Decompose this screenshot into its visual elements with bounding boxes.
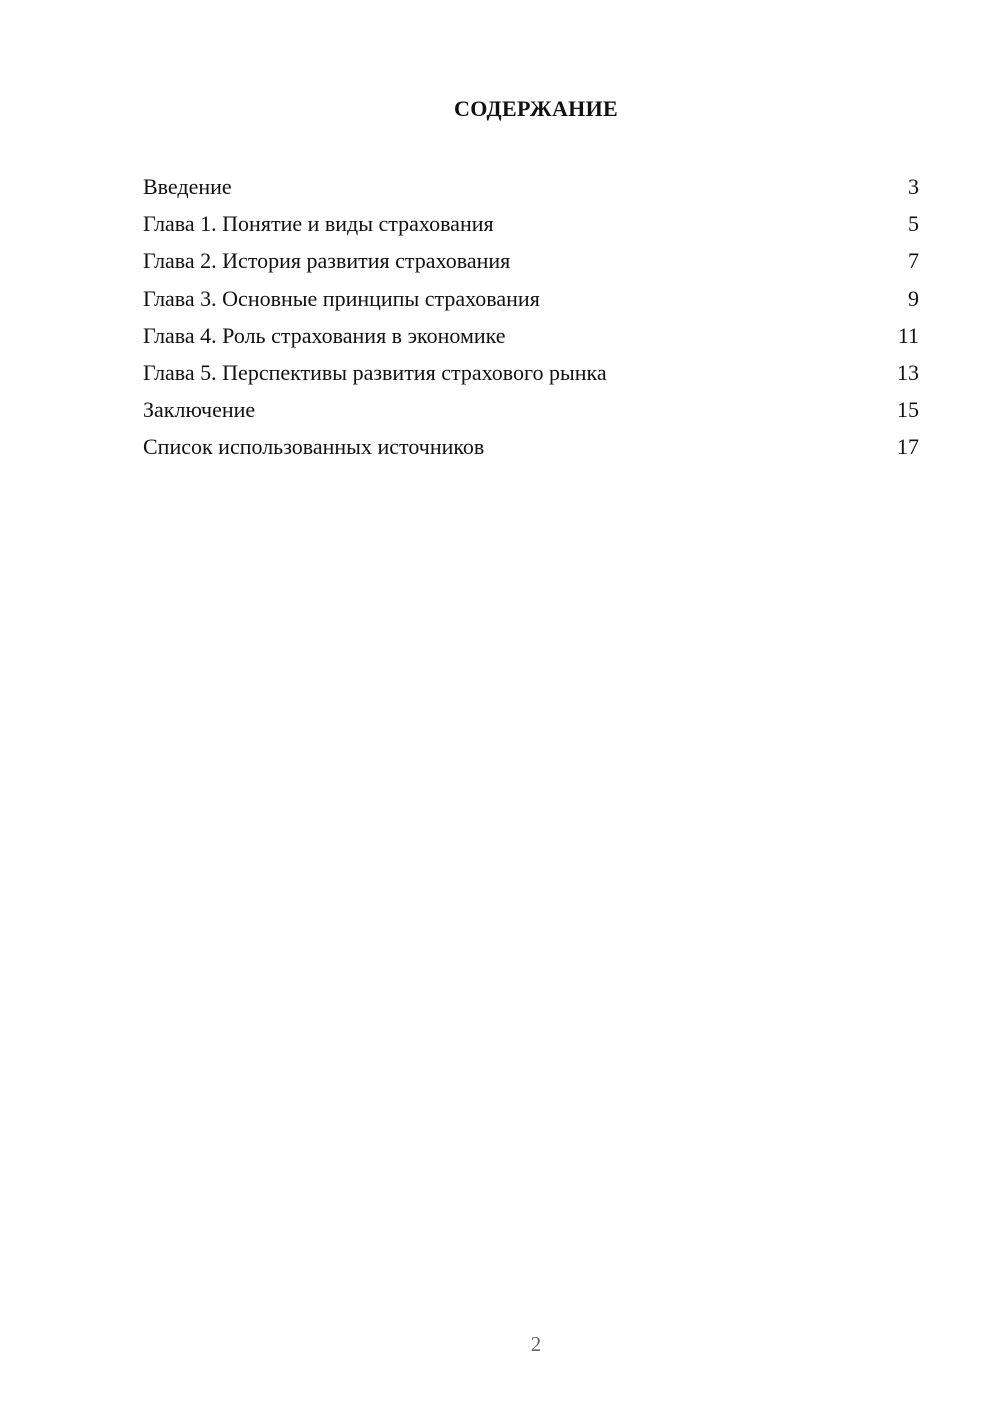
table-of-contents (143, 168, 919, 466)
toc-entry-title: Введение (143, 174, 232, 199)
toc-entry-page: 13 (897, 359, 919, 385)
toc-entry-page: 11 (897, 322, 919, 348)
toc-entry-chapter-4 (143, 317, 919, 354)
toc-entry-title: Заключение (143, 397, 256, 423)
toc-entry-title: Глава 5. Перспективы развития страхового рынка (143, 359, 607, 385)
toc-entry-chapter-2 (143, 242, 919, 279)
toc-entry-page: 3 (908, 174, 919, 199)
toc-entry-title: Глава 1. Понятие и виды страхования (143, 211, 494, 237)
toc-entry-title: Глава 4. Роль страхования в экономике (143, 322, 506, 348)
toc-entry-chapter-3 (143, 280, 919, 317)
toc-entry-chapter-1 (143, 205, 919, 242)
toc-entry-page: 17 (897, 434, 919, 460)
toc-entry-page: 5 (908, 211, 919, 237)
toc-entry-title: Список использованных источников (143, 434, 485, 460)
toc-entry-page: 9 (908, 285, 919, 311)
toc-entry-page: 7 (908, 248, 919, 274)
toc-entry-references (143, 428, 919, 465)
toc-entry-conclusion (143, 391, 919, 428)
toc-entry-chapter-5 (143, 354, 919, 391)
toc-entry-title: Глава 3. Основные принципы страхования (143, 285, 540, 311)
page-number: 2 (530, 1332, 542, 1356)
toc-entry-page: 15 (897, 397, 919, 423)
toc-entry-introduction (143, 168, 919, 205)
page-title: СОДЕРЖАНИЕ (454, 96, 618, 121)
toc-entry-title: Глава 2. История развития страхования (143, 248, 511, 274)
